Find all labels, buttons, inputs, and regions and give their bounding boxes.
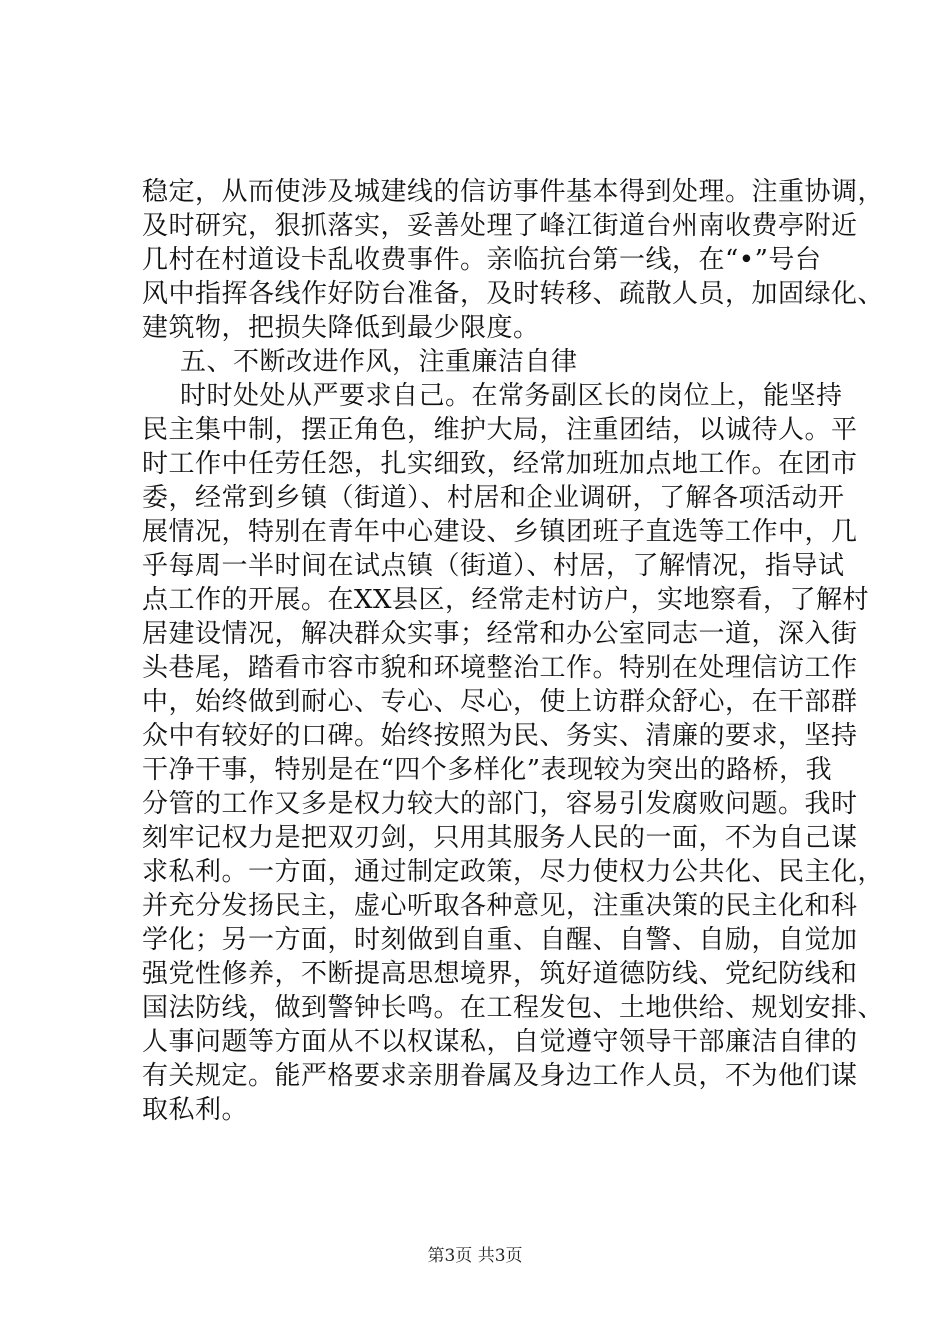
- body-line-8: 民主集中制，摆正角色，维护大局，注重团结，以诚待人。平: [142, 415, 858, 445]
- body-line-5: 建筑物，把损失降低到最少限度。: [142, 313, 540, 343]
- body-line-17: 众中有较好的口碑。始终按照为民、务实、清廉的要求，坚持: [142, 721, 858, 751]
- page-number-footer: 第3页 共3页: [427, 1246, 523, 1266]
- body-line-13: 点工作的开展。在XX县区，经常走村访户，实地察看，了解村: [142, 585, 870, 615]
- body-line-24: 强党性修养，不断提高思想境界，筑好道德防线、党纪防线和: [142, 959, 858, 989]
- body-line-16: 中，始终做到耐心、专心、尽心，使上访群众舒心，在干部群: [142, 687, 858, 717]
- body-line-2: 及时研究，狠抓落实，妥善处理了峰江街道台州南收费亭附近: [142, 211, 858, 241]
- body-line-4: 风中指挥各线作好防台准备，及时转移、疏散人员，加固绿化、: [142, 279, 885, 309]
- body-line-21: 求私利。一方面，通过制定政策，尽力使权力公共化、民主化，: [142, 857, 885, 887]
- body-line-3: 几村在村道设卡乱收费事件。亲临抗台第一线，在“•”号台: [142, 245, 822, 275]
- body-line-27: 有关规定。能严格要求亲朋眷属及身边工作人员，不为他们谋: [142, 1061, 858, 1091]
- body-line-7: 时时处处从严要求自己。在常务副区长的岗位上，能坚持: [180, 381, 843, 411]
- body-line-25: 国法防线，做到警钟长鸣。在工程发包、土地供给、规划安排、: [142, 993, 885, 1023]
- body-line-18: 干净干事，特别是在“四个多样化”表现较为突出的路桥，我: [142, 755, 833, 785]
- body-line-12: 乎每周一半时间在试点镇（街道）、村居，了解情况，指导试: [142, 551, 845, 581]
- body-line-14: 居建设情况，解决群众实事；经常和办公室同志一道，深入街: [142, 619, 858, 649]
- section-heading: 五、不断改进作风，注重廉洁自律: [180, 347, 578, 377]
- body-line-20: 刻牢记权力是把双刃剑，只用其服务人民的一面，不为自己谋: [142, 823, 858, 853]
- body-line-11: 展情况，特别在青年中心建设、乡镇团班子直选等工作中，几: [142, 517, 858, 547]
- body-line-28: 取私利。: [142, 1095, 249, 1125]
- body-line-26: 人事问题等方面从不以权谋私，自觉遵守领导干部廉洁自律的: [142, 1027, 858, 1057]
- body-line-1: 稳定，从而使涉及城建线的信访事件基本得到处理。注重协调，: [142, 177, 885, 207]
- body-line-23: 学化；另一方面，时刻做到自重、自醒、自警、自励，自觉加: [142, 925, 858, 955]
- body-line-22: 并充分发扬民主，虚心听取各种意见，注重决策的民主化和科: [142, 891, 858, 921]
- body-line-10: 委，经常到乡镇（街道）、村居和企业调研，了解各项活动开: [142, 483, 845, 513]
- body-line-19: 分管的工作又多是权力较大的部门，容易引发腐败问题。我时: [142, 789, 858, 819]
- body-line-9: 时工作中任劳任怨，扎实细致，经常加班加点地工作。在团市: [142, 449, 858, 479]
- body-line-15: 头巷尾，踏看市容市貌和环境整治工作。特别在处理信访工作: [142, 653, 858, 683]
